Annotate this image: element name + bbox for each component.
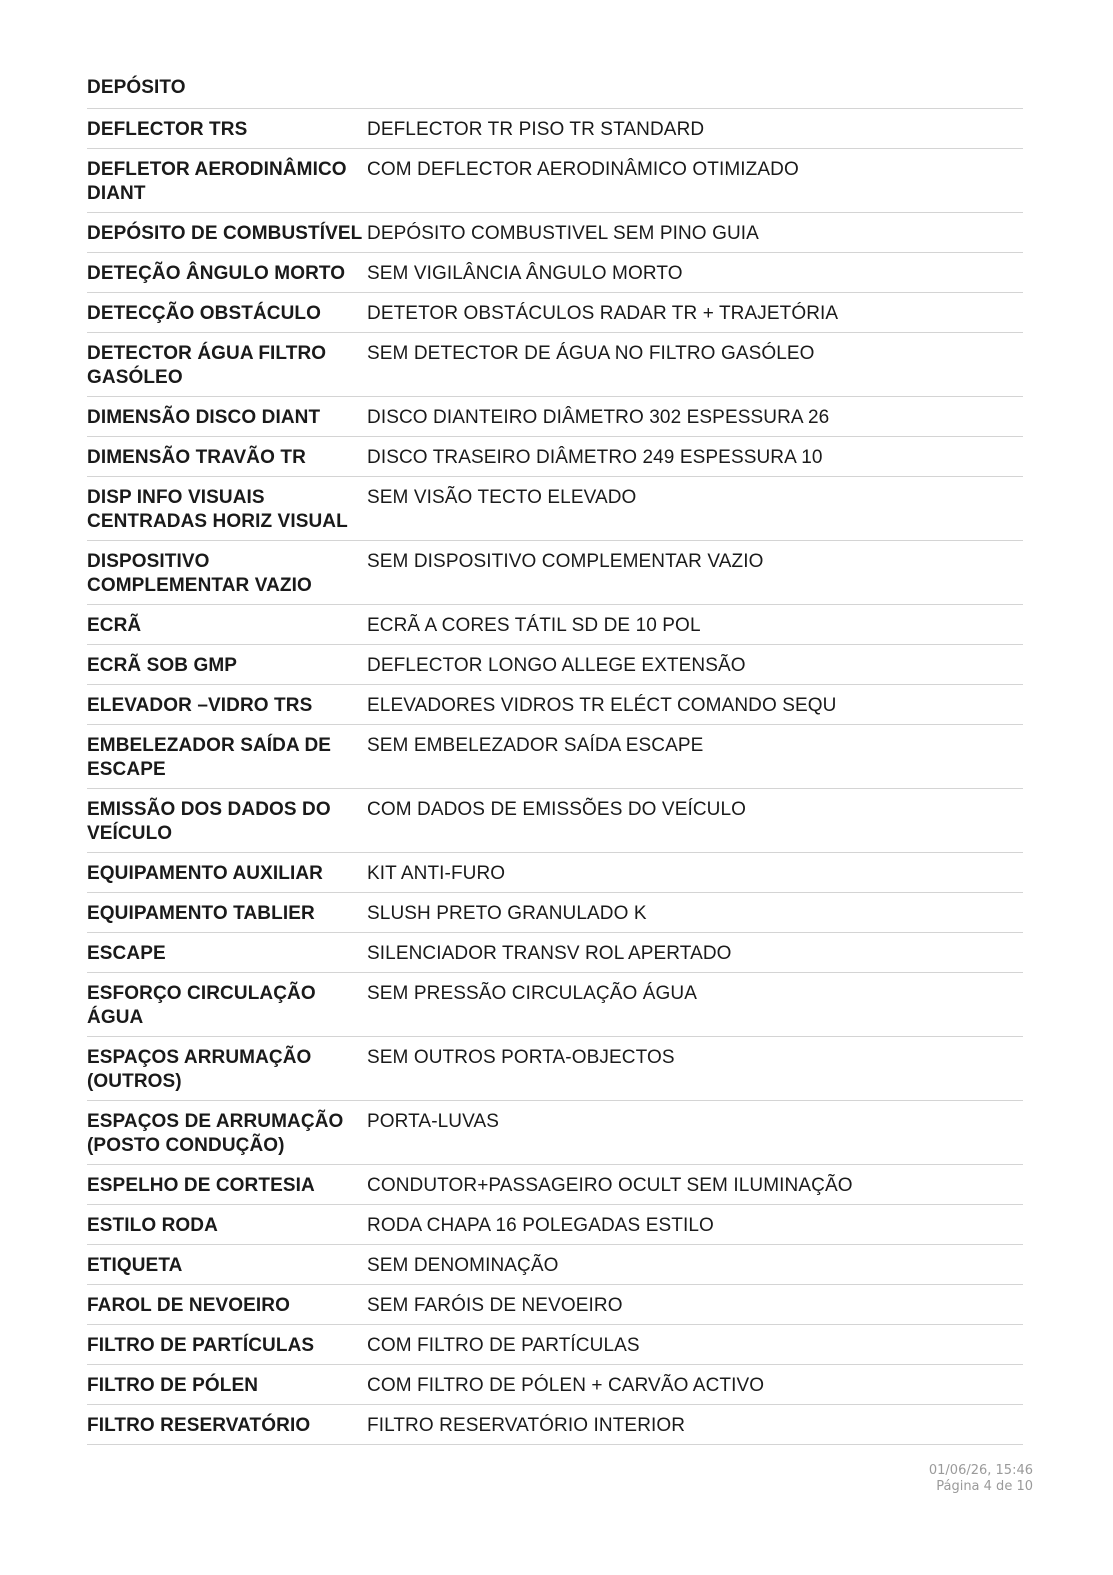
spec-row [87,1405,1023,1445]
spec-label: ELEVADOR –VIDRO TRS [87,695,313,716]
spec-value: SEM FARÓIS DE NEVOEIRO [367,1295,623,1316]
spec-row [87,149,1023,213]
spec-label: ESCAPE [87,943,166,964]
spec-label: EMBELEZADOR SAÍDA DE ESCAPE [87,735,332,780]
spec-label: DETEÇÃO ÂNGULO MORTO [87,263,346,284]
spec-value: SEM VIGILÂNCIA ÂNGULO MORTO [367,263,683,284]
spec-row [87,1285,1023,1325]
spec-value: SEM EMBELEZADOR SAÍDA ESCAPE [367,735,704,756]
spec-row [87,1165,1023,1205]
spec-label: DISPOSITIVO COMPLEMENTAR VAZIO [87,551,312,596]
spec-label: DEPÓSITO DE COMBUSTÍVEL [87,223,363,244]
spec-label: EQUIPAMENTO AUXILIAR [87,863,323,884]
spec-label: FILTRO RESERVATÓRIO [87,1415,311,1436]
spec-value: COM FILTRO DE PARTÍCULAS [367,1335,640,1356]
spec-row [87,1101,1023,1165]
spec-row [87,477,1023,541]
spec-value: CONDUTOR+PASSAGEIRO OCULT SEM ILUMINAÇÃO [367,1175,853,1196]
spec-row [87,1365,1023,1405]
spec-label: ECRÃ SOB GMP [87,655,238,676]
spec-label: ESTILO RODA [87,1215,218,1236]
spec-label: DETECTOR ÁGUA FILTRO GASÓLEO [87,343,327,388]
spec-value: DISCO DIANTEIRO DIÂMETRO 302 ESPESSURA 26 [367,407,830,428]
spec-row [87,397,1023,437]
spec-value: SLUSH PRETO GRANULADO K [367,903,647,924]
spec-sheet [87,66,1023,1445]
spec-row [87,973,1023,1037]
spec-value: ECRÃ A CORES TÁTIL SD DE 10 POL [367,615,701,636]
spec-row [87,893,1023,933]
print-timestamp: 01/06/26, 15:46 [928,1463,1033,1478]
spec-row [87,789,1023,853]
spec-value: SEM PRESSÃO CIRCULAÇÃO ÁGUA [367,983,697,1004]
spec-label: ETIQUETA [87,1255,183,1276]
spec-value: DEFLECTOR TR PISO TR STANDARD [367,119,705,140]
spec-label: DEFLECTOR TRS [87,119,248,140]
spec-value: RODA CHAPA 16 POLEGADAS ESTILO [367,1215,714,1236]
spec-row [87,685,1023,725]
spec-row [87,333,1023,397]
spec-value: SEM DISPOSITIVO COMPLEMENTAR VAZIO [367,551,764,572]
spec-row [87,725,1023,789]
spec-label: FILTRO DE PARTÍCULAS [87,1335,315,1356]
spec-value: DETETOR OBSTÁCULOS RADAR TR + TRAJETÓRIA [367,303,839,324]
spec-label: ECRÃ [87,615,142,636]
spec-label: EMISSÃO DOS DADOS DO VEÍCULO [87,799,331,844]
spec-label: FAROL DE NEVOEIRO [87,1295,290,1316]
spec-label: EQUIPAMENTO TABLIER [87,903,315,924]
spec-label: DETECÇÃO OBSTÁCULO [87,303,322,324]
spec-value: ELEVADORES VIDROS TR ELÉCT COMANDO SEQU [367,695,837,716]
spec-row [87,605,1023,645]
spec-label: ESPAÇOS DE ARRUMAÇÃO (POSTO CONDUÇÃO) [87,1111,344,1156]
spec-value: DISCO TRASEIRO DIÂMETRO 249 ESPESSURA 10 [367,447,823,468]
spec-value: SILENCIADOR TRANSV ROL APERTADO [367,943,732,964]
spec-value: FILTRO RESERVATÓRIO INTERIOR [367,1415,686,1436]
spec-value: DEPÓSITO COMBUSTIVEL SEM PINO GUIA [367,223,759,244]
spec-table [87,109,1023,1445]
spec-value: SEM DETECTOR DE ÁGUA NO FILTRO GASÓLEO [367,343,815,364]
spec-label: ESPAÇOS ARRUMAÇÃO (OUTROS) [87,1047,312,1092]
spec-row [87,109,1023,149]
spec-value: COM DEFLECTOR AERODINÂMICO OTIMIZADO [367,159,799,180]
spec-row [87,253,1023,293]
spec-value: COM DADOS DE EMISSÕES DO VEÍCULO [367,799,747,820]
page-footer [929,1463,1033,1495]
spec-label: DIMENSÃO DISCO DIANT [87,407,321,428]
spec-value: DEFLECTOR LONGO ALLEGE EXTENSÃO [367,655,746,676]
spec-row [87,1245,1023,1285]
spec-label: ESPELHO DE CORTESIA [87,1175,315,1196]
spec-label: DIMENSÃO TRAVÃO TR [87,447,306,468]
spec-row [87,213,1023,253]
spec-value: PORTA-LUVAS [367,1111,500,1132]
spec-row [87,933,1023,973]
spec-row [87,645,1023,685]
spec-row [87,541,1023,605]
spec-value: SEM VISÃO TECTO ELEVADO [367,487,637,508]
spec-label: FILTRO DE PÓLEN [87,1375,259,1396]
spec-value: KIT ANTI-FURO [367,863,506,884]
spec-label: ESFORÇO CIRCULAÇÃO ÁGUA [87,983,316,1028]
spec-row [87,853,1023,893]
spec-row [87,293,1023,333]
spec-row [87,1205,1023,1245]
spec-label: DISP INFO VISUAIS CENTRADAS HORIZ VISUAL [87,487,348,532]
spec-value: SEM DENOMINAÇÃO [367,1255,559,1276]
section-title: DEPÓSITO [87,66,1023,109]
spec-row [87,1325,1023,1365]
spec-value: SEM OUTROS PORTA-OBJECTOS [367,1047,675,1068]
spec-row [87,437,1023,477]
spec-row [87,1037,1023,1101]
spec-label: DEFLETOR AERODINÂMICO DIANT [87,159,347,204]
page-indicator: Página 4 de 10 [936,1479,1033,1494]
spec-value: COM FILTRO DE PÓLEN + CARVÃO ACTIVO [367,1375,765,1396]
